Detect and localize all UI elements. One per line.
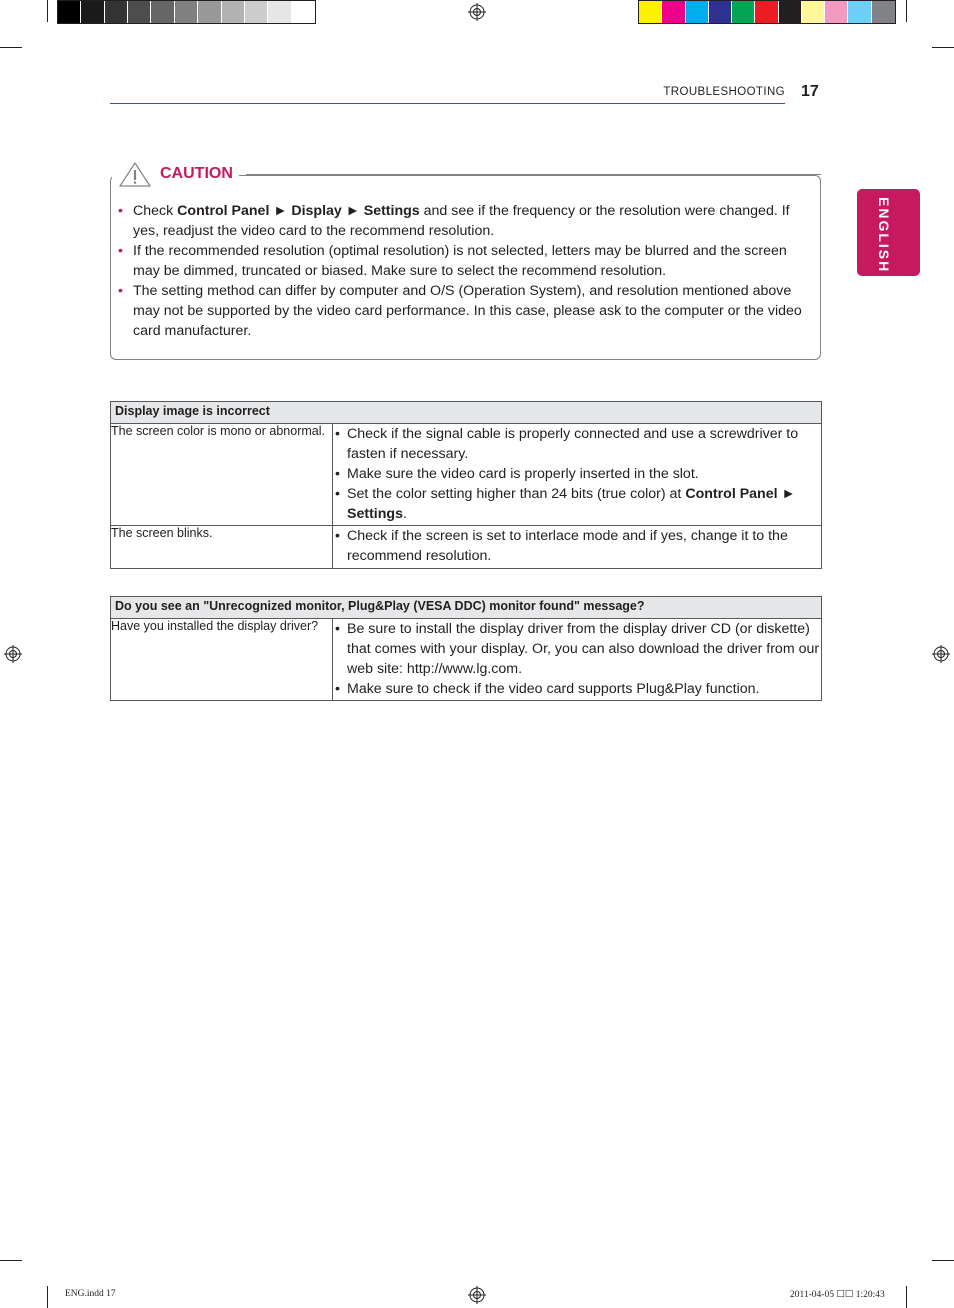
crop-mark — [0, 47, 22, 48]
table-header-row — [111, 597, 822, 619]
bullet: • — [118, 243, 123, 259]
grayscale-color-bar — [57, 0, 316, 24]
color-swatch — [802, 1, 825, 23]
color-swatch — [105, 1, 128, 23]
caution-title-rule — [246, 174, 821, 175]
caution-item: • If the recommended resolution (optimal resolution) is not selected, letters may be blurred and the screen may be dimmed, truncated or biased. Make sure to select the recommend resolution. — [118, 243, 787, 279]
header-rule — [110, 103, 785, 104]
color-swatch — [128, 1, 151, 23]
color-swatch — [686, 1, 709, 23]
color-swatch — [848, 1, 871, 23]
solution-cell — [333, 526, 822, 569]
color-swatch — [81, 1, 104, 23]
caution-item: • Check Control Panel ► Display ► Settings and see if the frequency or the resolution were changed. If yes, readjust the video card to the recommend resolution. — [118, 203, 790, 239]
footer-timestamp: 2011-04-05 ☐☐ 1:20:43 — [790, 1290, 885, 1300]
solution-cell — [333, 424, 822, 526]
color-swatch — [639, 1, 662, 23]
crop-mark — [0, 1260, 22, 1261]
list-item: • Set the color setting higher than 24 bits (true color) at Control Panel ► Settings. — [335, 486, 796, 522]
footer-file-name: ENG.indd 17 — [65, 1289, 116, 1299]
language-tab-label: ENGLISH — [876, 197, 892, 274]
crop-mark — [932, 1260, 954, 1261]
color-swatch — [755, 1, 778, 23]
symptom-cell: The screen color is mono or abnormal. — [111, 424, 333, 526]
list-item: • Check if the screen is set to interlace mode and if yes, change it to the recommend resolution. — [335, 528, 788, 564]
crop-mark — [47, 0, 48, 22]
language-tab — [857, 189, 920, 276]
caution-heading — [112, 160, 239, 188]
bullet: • — [118, 283, 123, 299]
table-row — [111, 526, 822, 569]
table-header: Display image is incorrect — [111, 402, 822, 424]
troubleshooting-table-display-image — [110, 401, 822, 569]
color-swatch — [198, 1, 221, 23]
menu-path: Control Panel — [177, 203, 270, 219]
bullet: • — [118, 203, 123, 219]
list-item: • Check if the signal cable is properly connected and use a screwdriver to fasten if necessary. — [335, 426, 799, 462]
crop-mark — [906, 1286, 907, 1308]
color-swatch — [245, 1, 268, 23]
registration-mark-icon — [932, 645, 950, 663]
registration-mark-icon — [468, 3, 486, 21]
table-header: Do you see an "Unrecognized monitor, Plug&Play (VESA DDC) monitor found" message? — [111, 597, 822, 619]
list-item: • Be sure to install the display driver from the display driver CD (or diskette) that comes with your display. Or, you can also download the driver from our web site: http://www.lg.com. — [335, 621, 820, 677]
symptom-cell: Have you installed the display driver? — [111, 619, 333, 701]
list-item: • Make sure to check if the video card supports Plug&Play function. — [335, 681, 760, 697]
color-swatch — [732, 1, 755, 23]
registration-mark-icon — [468, 1286, 486, 1304]
color-swatch — [292, 1, 315, 23]
list-item: • Make sure the video card is properly inserted in the slot. — [335, 466, 699, 482]
table-header-row — [111, 402, 822, 424]
color-swatch — [872, 1, 895, 23]
color-swatch — [175, 1, 198, 23]
table-row — [111, 424, 822, 526]
menu-path: Settings — [363, 203, 420, 219]
caution-title: CAUTION — [160, 165, 233, 182]
symptom-cell: The screen blinks. — [111, 526, 333, 569]
color-swatch — [58, 1, 81, 23]
troubleshooting-table-plug-and-play — [110, 596, 822, 701]
color-swatch — [709, 1, 732, 23]
color-swatch — [779, 1, 802, 23]
color-swatch — [268, 1, 291, 23]
process-color-bar — [638, 0, 896, 24]
color-swatch — [151, 1, 174, 23]
page-number: 17 — [801, 83, 819, 100]
menu-path: Display — [291, 203, 342, 219]
color-swatch — [825, 1, 848, 23]
menu-path: Control Panel ► Settings — [347, 486, 796, 522]
crop-mark — [47, 1286, 48, 1308]
color-swatch — [222, 1, 245, 23]
warning-triangle-icon — [118, 161, 152, 188]
running-title: TROUBLESHOOTING — [663, 86, 785, 98]
crop-mark — [906, 0, 907, 22]
caution-item: • The setting method can differ by computer and O/S (Operation System), and resolution mentioned above may not be supported by the video card performance. In this case, please ask to the computer or the video card manufacturer. — [118, 283, 802, 339]
crop-mark — [932, 47, 954, 48]
color-swatch — [662, 1, 685, 23]
registration-mark-icon — [4, 645, 22, 663]
solution-cell — [333, 619, 822, 701]
table-row — [111, 619, 822, 701]
